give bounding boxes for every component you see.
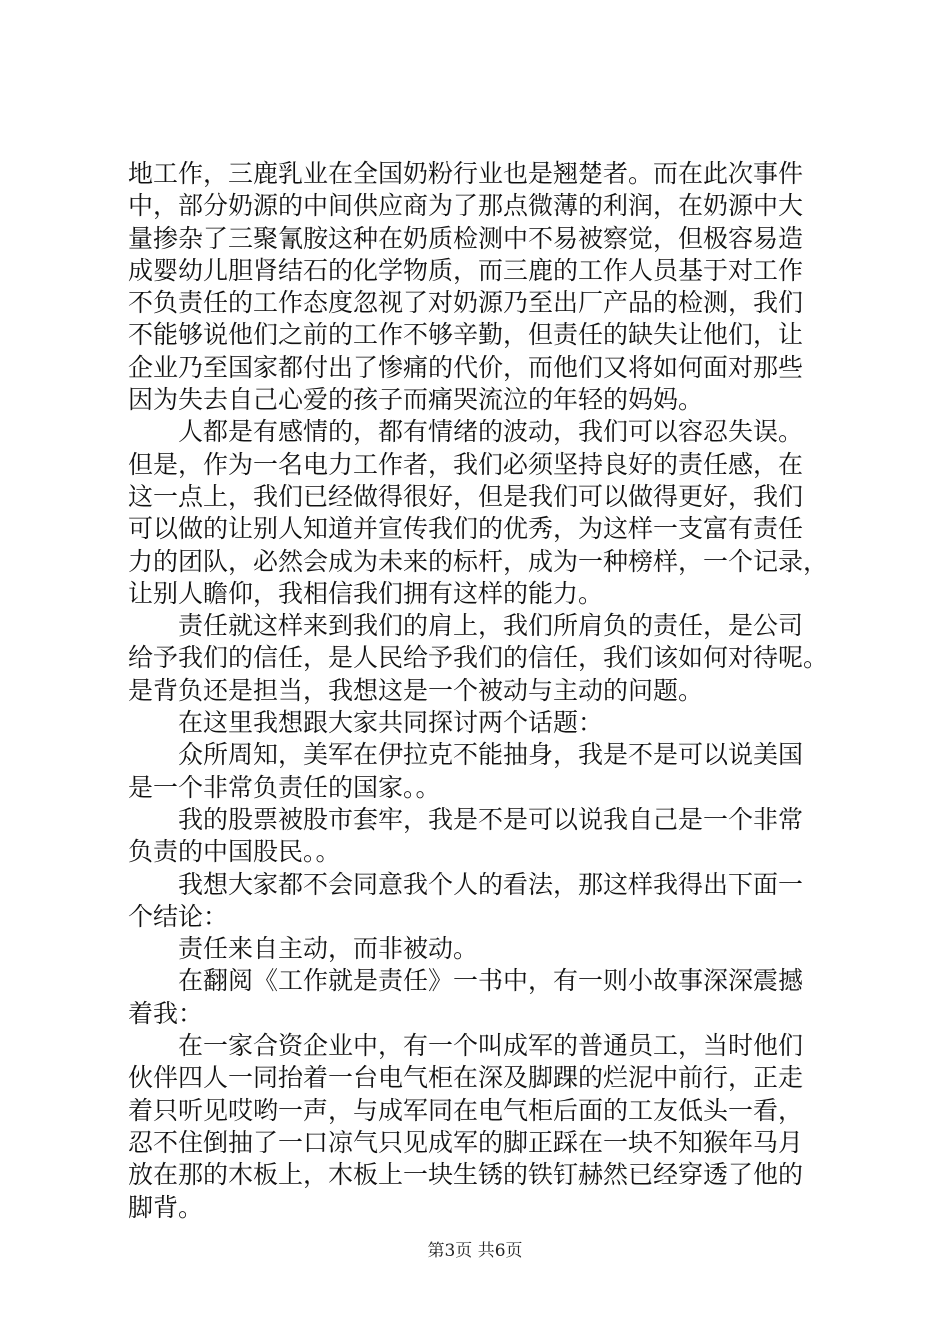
text-line: 责任来自主动，而非被动。 (178, 934, 479, 964)
text-line: 是背负还是担当，我想这是一个被动与主动的问题。 (128, 675, 704, 705)
text-line: 忍不住倒抽了一口凉气只见成军的脚正踩在一块不知猴年马月 (128, 1127, 804, 1157)
text-line: 是一个非常负责任的国家。。 (128, 772, 441, 802)
text-line: 放在那的木板上，木板上一块生锈的铁钉赫然已经穿透了他的 (128, 1160, 804, 1190)
page-number-footer: 第3页 共6页 (427, 1241, 523, 1261)
text-line: 在这里我想跟大家共同探讨两个话题： (178, 708, 604, 738)
text-line: 人都是有感情的，都有情绪的波动，我们可以容忍失误。 (178, 417, 804, 447)
text-line: 让别人瞻仰，我相信我们拥有这样的能力。 (128, 578, 604, 608)
text-line: 给予我们的信任，是人民给予我们的信任，我们该如何对待呢。 (128, 643, 829, 673)
text-line: 不能够说他们之前的工作不够辛勤，但责任的缺失让他们，让 (128, 320, 804, 350)
text-line: 因为失去自己心爱的孩子而痛哭流泣的年轻的妈妈。 (128, 385, 704, 415)
text-line: 不负责任的工作态度忽视了对奶源乃至出厂产品的检测，我们 (128, 288, 804, 318)
text-line: 在一家合资企业中，有一个叫成军的普通员工，当时他们 (178, 1031, 804, 1061)
text-line: 成婴幼儿胆肾结石的化学物质，而三鹿的工作人员基于对工作 (128, 255, 804, 285)
text-line: 着只听见哎哟一声，与成军同在电气柜后面的工友低头一看， (128, 1095, 804, 1125)
text-line: 可以做的让别人知道并宣传我们的优秀，为这样一支富有责任 (128, 514, 804, 544)
text-line: 在翻阅《工作就是责任》一书中，有一则小故事深深震撼 (178, 966, 804, 996)
text-line: 中，部分奶源的中间供应商为了那点微薄的利润，在奶源中大 (128, 191, 804, 221)
text-line: 量掺杂了三聚氰胺这种在奶质检测中不易被察觉，但极容易造 (128, 223, 804, 253)
text-line: 我想大家都不会同意我个人的看法，那这样我得出下面一 (178, 869, 804, 899)
text-line: 力的团队，必然会成为未来的标杆，成为一种榜样，一个记录， (128, 546, 829, 576)
body-text (128, 158, 834, 1224)
text-line: 我的股票被股市套牢，我是不是可以说我自己是一个非常 (178, 804, 804, 834)
text-line: 个结论： (128, 901, 229, 931)
text-line: 地工作，三鹿乳业在全国奶粉行业也是翘楚者。而在此次事件 (128, 159, 804, 188)
text-line: 但是，作为一名电力工作者，我们必须坚持良好的责任感，在 (128, 449, 804, 479)
text-line: 负责的中国股民。。 (128, 837, 341, 867)
text-line: 伙伴四人一同抬着一台电气柜在深及脚踝的烂泥中前行，正走 (128, 1063, 804, 1093)
text-line: 着我： (128, 998, 204, 1028)
text-line: 企业乃至国家都付出了惨痛的代价，而他们又将如何面对那些 (128, 352, 804, 382)
text-line: 责任就这样来到我们的肩上，我们所肩负的责任，是公司 (178, 611, 804, 641)
text-line: 这一点上，我们已经做得很好，但是我们可以做得更好，我们 (128, 481, 804, 511)
text-line: 众所周知，美军在伊拉克不能抽身，我是不是可以说美国 (178, 740, 804, 770)
text-line: 脚背。 (128, 1192, 204, 1222)
